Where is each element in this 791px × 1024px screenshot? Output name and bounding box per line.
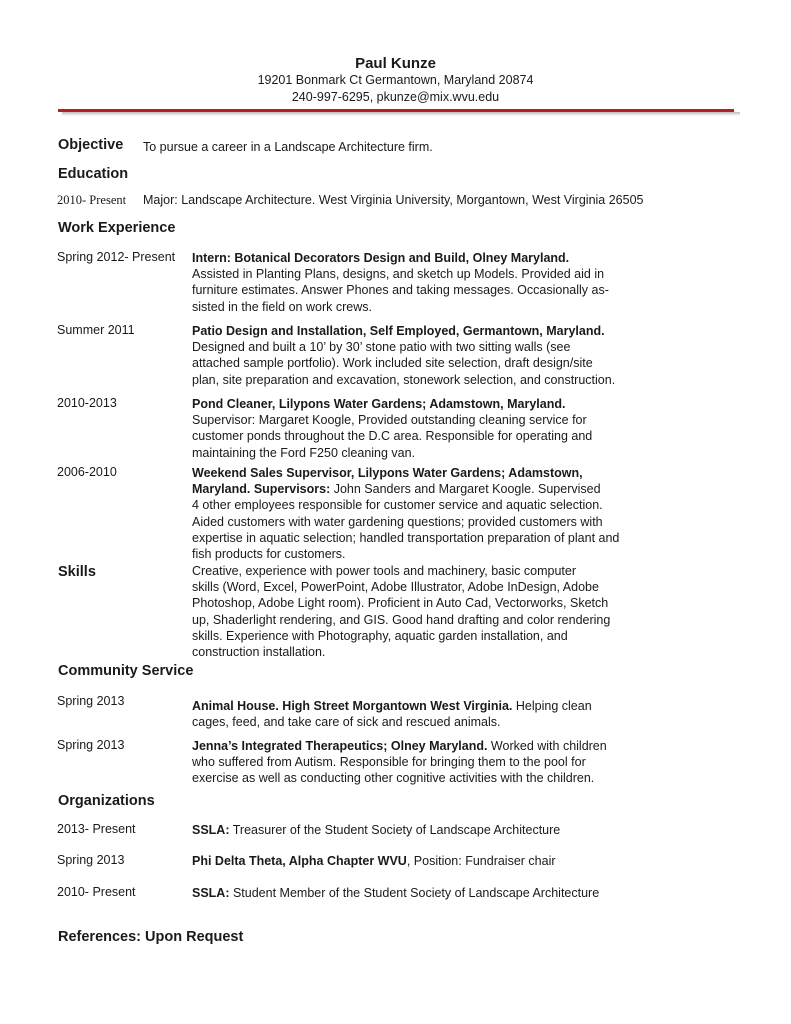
objective-text: To pursue a career in a Landscape Architecture firm. (143, 140, 433, 154)
community-date: Spring 2013 (57, 694, 125, 708)
org-entry (192, 822, 752, 838)
work-line: sisted in the field on work crews. (192, 299, 372, 314)
work-line: expertise in aquatic selection; handled transportation preparation of plant and (192, 530, 620, 545)
org-date: Spring 2013 (57, 853, 125, 867)
skills-line: Creative, experience with power tools and machinery, basic computer (192, 564, 576, 578)
work-date: 2010-2013 (57, 396, 117, 410)
work-date: Summer 2011 (57, 323, 135, 337)
community-entry (192, 698, 642, 730)
work-title-rest: John Sanders and Margaret Koogle. Supervised (330, 482, 601, 497)
skills-line: construction installation. (192, 645, 326, 660)
work-line: Aided customers with water gardening questions; provided customers with (192, 514, 603, 529)
work-date: 2006-2010 (57, 465, 117, 479)
work-title-cont: Maryland. Supervisors: (192, 482, 331, 497)
work-line: attached sample portfolio). Work included site selection, draft design/site (192, 356, 593, 371)
org-title: SSLA: (192, 886, 230, 900)
skills-heading: Skills (58, 564, 96, 580)
org-title: SSLA: (192, 823, 230, 837)
work-entry (192, 465, 642, 562)
community-line: exercise as well as conducting other cognitive activities with the children. (192, 771, 595, 786)
resume-name: Paul Kunze (355, 55, 436, 72)
community-line: who suffered from Autism. Responsible for bringing them to the pool for (192, 755, 586, 770)
community-rest: Worked with children (487, 739, 607, 753)
work-title-line2 (192, 481, 642, 497)
skills-line: skills. Experience with Photography, aquatic garden installation, and (192, 628, 568, 643)
community-heading: Community Service (58, 663, 194, 679)
org-rest: , Position: Fundraiser chair (406, 854, 556, 868)
org-rest: Student Member of the Student Society of Landscape Architecture (229, 886, 600, 900)
education-text: Major: Landscape Architecture. West Virginia University, Morgantown, West Virginia 26505 (143, 193, 644, 207)
work-line: Supervisor: Margaret Koogle, Provided outstanding cleaning service for (192, 413, 587, 428)
organizations-heading: Organizations (58, 793, 155, 809)
org-title: Phi Delta Theta, Alpha Chapter WVU (192, 854, 407, 868)
community-rest: Helping clean (512, 699, 592, 713)
skills-text (192, 563, 642, 660)
education-heading: Education (58, 166, 129, 182)
header-rule-shadow (62, 112, 740, 116)
community-line: cages, feed, and take care of sick and rescued animals. (192, 715, 501, 730)
community-entry (192, 738, 642, 787)
work-line: Assisted in Planting Plans, designs, and sketch up Models. Provided aid in (192, 267, 605, 282)
work-line: customer ponds throughout the D.C area. Responsible for operating and (192, 429, 593, 444)
community-title: Animal House. High Street Morgantown West Virginia. (192, 699, 513, 713)
address: 19201 Bonmark Ct Germantown, Maryland 20874 (257, 73, 534, 87)
work-title: Weekend Sales Supervisor, Lilypons Water Gardens; Adamstown, (192, 466, 583, 480)
work-line: plan, site preparation and excavation, stonework selection, and construction. (192, 372, 616, 387)
references-heading: References: Upon Request (58, 929, 244, 945)
org-entry (192, 885, 752, 901)
org-rest: Treasurer of the Student Society of Landscape Architecture (229, 823, 561, 837)
work-line: Designed and built a 10’ by 30’ stone patio with two sitting walls (see (192, 340, 571, 355)
work-date: Spring 2012- Present (57, 250, 176, 264)
org-date: 2010- Present (57, 885, 136, 899)
skills-line: skills (Word, Excel, PowerPoint, Adobe Illustrator, Adobe InDesign, Adobe (192, 580, 599, 595)
community-date: Spring 2013 (57, 738, 125, 752)
work-entry (192, 250, 642, 315)
work-entry (192, 323, 642, 388)
skills-line: Photoshop, Adobe Light room). Proficient in Auto Cad, Vectorworks, Sketch (192, 596, 609, 611)
community-title: Jenna’s Integrated Therapeutics; Olney Maryland. (192, 739, 488, 753)
work-heading: Work Experience (58, 220, 176, 236)
work-line: fish products for customers. (192, 547, 346, 562)
work-line: maintaining the Ford F250 cleaning van. (192, 445, 416, 460)
education-date: 2010- Present (57, 193, 127, 207)
work-line: 4 other employees responsible for customer service and aquatic selection. (192, 498, 603, 513)
org-entry (192, 853, 752, 869)
org-date: 2013- Present (57, 822, 136, 836)
work-title: Intern: Botanical Decorators Design and Build, Olney Maryland. (192, 251, 570, 265)
work-title: Pond Cleaner, Lilypons Water Gardens; Adamstown, Maryland. (192, 397, 566, 411)
work-entry (192, 396, 642, 461)
objective-heading: Objective (58, 137, 124, 153)
work-title: Patio Design and Installation, Self Employed, Germantown, Maryland. (192, 324, 605, 338)
header-rule (58, 109, 734, 112)
work-line: furniture estimates. Answer Phones and taking messages. Occasionally as- (192, 283, 609, 298)
phone-email: 240-997-6295, pkunze@mix.wvu.edu (291, 90, 500, 104)
skills-line: up, Shaderlight rendering, and GIS. Good hand drafting and color rendering (192, 612, 611, 627)
